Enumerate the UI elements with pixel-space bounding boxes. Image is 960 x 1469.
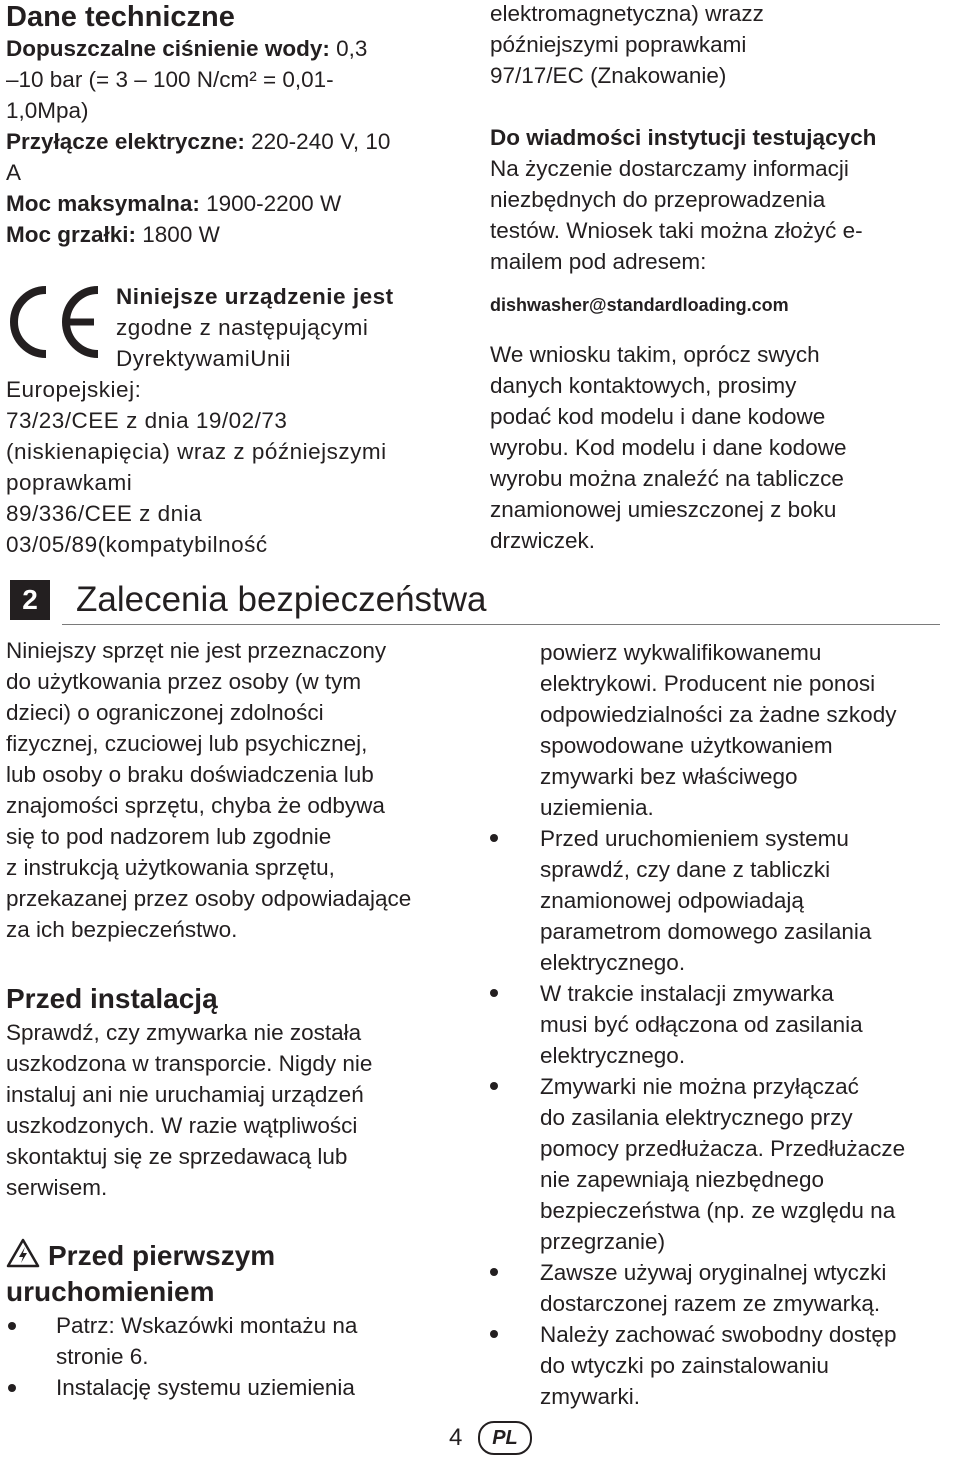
- electric-label: Przyłącze elektryczne:: [6, 129, 245, 154]
- pressure-value-2: –10 bar (= 3 – 100 N/cm² = 0,01-: [6, 67, 334, 92]
- bullet-line: przegrzanie): [540, 1229, 666, 1254]
- ce-intro-line: zgodne z następującymi: [116, 315, 369, 340]
- directive-line: (niskienapięcia) wraz z późniejszymi: [6, 439, 387, 464]
- bullet-line: Patrz: Wskazówki montażu na: [56, 1313, 358, 1338]
- request-line: znamionowej umieszczonej z boku: [490, 497, 837, 522]
- heater-value: 1800 W: [136, 222, 220, 247]
- bullet-line: W trakcie instalacji zmywarka: [540, 981, 834, 1006]
- safety-bullet-3: [540, 1071, 905, 1257]
- request-line: wyrobu można znaleźć na tabliczce: [490, 466, 844, 491]
- directive-line: elektromagnetyczna) wrazz: [490, 1, 764, 26]
- testing-line: Na życzenie dostarczamy informacji: [490, 156, 849, 181]
- bullet-icon: [490, 1330, 498, 1338]
- intro-paragraph: [6, 635, 411, 945]
- bullet-line: powierz wykwalifikowanemu: [540, 640, 822, 665]
- bullet-line: dostarczonej razem ze zmywarką.: [540, 1291, 881, 1316]
- page-number: 4: [449, 1424, 463, 1451]
- paragraph-line: dzieci) o ograniczonej zdolności: [6, 700, 324, 725]
- testing-info: [490, 122, 876, 277]
- bullet-line: elektrycznego.: [540, 1043, 686, 1068]
- ce-intro-line: Europejskiej:: [6, 377, 142, 402]
- paragraph-line: za ich bezpieczeństwo.: [6, 917, 238, 942]
- directive-line: poprawkami: [6, 470, 133, 495]
- paragraph-line: Sprawdź, czy zmywarka nie została: [6, 1020, 362, 1045]
- testing-title: Do wiadmości instytucji testujących: [490, 125, 877, 150]
- bullet-line: zmywarki.: [540, 1384, 640, 1409]
- section-rule: [62, 624, 940, 625]
- paragraph-line: się to pod nadzorem lub zgodnie: [6, 824, 332, 849]
- bullet-line: do zasilania elektrycznego przy: [540, 1105, 853, 1130]
- bullet-line: spowodowane użytkowaniem: [540, 733, 833, 758]
- directive-line: 03/05/89(kompatybilność: [6, 532, 268, 557]
- contact-email[interactable]: dishwasher@standardloading.com: [490, 295, 789, 315]
- before-install-text: [6, 1017, 372, 1203]
- safety-bullet-1: [540, 823, 871, 978]
- bullet-icon: [490, 1082, 498, 1090]
- first-run-bullet-2: [56, 1372, 355, 1403]
- directive-line: 97/17/EC (Znakowanie): [490, 63, 727, 88]
- pressure-value-3: 1,0Mpa): [6, 98, 89, 123]
- bullet-line: uziemienia.: [540, 795, 654, 820]
- language-badge: PL: [478, 1421, 532, 1455]
- bullet-line: zmywarki bez właściwego: [540, 764, 798, 789]
- paragraph-line: skontaktuj się ze sprzedawacą lub: [6, 1144, 348, 1169]
- first-run-title-1: Przed pierwszym: [48, 1240, 276, 1271]
- bullet-icon: [8, 1322, 16, 1330]
- bullet-icon: [490, 834, 498, 842]
- bullet-line: pomocy przedłużacza. Przedłużacze: [540, 1136, 906, 1161]
- ce-intro: [116, 281, 394, 374]
- pressure-label: Dopuszczalne ciśnienie wody:: [6, 36, 330, 61]
- tech-specs: [6, 33, 390, 250]
- request-line: podać kod modelu i dane kodowe: [490, 404, 826, 429]
- bullet-line: Instalację systemu uziemienia: [56, 1375, 355, 1400]
- warning-icon: [6, 1238, 40, 1268]
- bullet-line: znamionowej odpowiadają: [540, 888, 804, 913]
- bullet-line: nie zapewniają niezbędnego: [540, 1167, 824, 1192]
- testing-line: mailem pod adresem:: [490, 249, 707, 274]
- paragraph-line: przekazanej przez osoby odpowiadające: [6, 886, 412, 911]
- paragraph-line: Niniejszy sprzęt nie jest przeznaczony: [6, 638, 387, 663]
- paragraph-line: uszkodzonych. W razie wątpliwości: [6, 1113, 358, 1138]
- safety-bullet-4: [540, 1257, 886, 1319]
- electric-value: 220-240 V, 10: [244, 129, 391, 154]
- request-line: We wniosku takim, oprócz swych: [490, 342, 820, 367]
- request-info: [490, 339, 846, 556]
- bullet-line: Zmywarki nie można przyłączać: [540, 1074, 859, 1099]
- request-line: danych kontaktowych, prosimy: [490, 373, 797, 398]
- pressure-value: 0,3: [329, 36, 368, 61]
- request-line: drzwiczek.: [490, 528, 596, 553]
- bullet-line: musi być odłączona od zasilania: [540, 1012, 863, 1037]
- first-run-bullet-1: [56, 1310, 357, 1372]
- before-install-title: Przed instalacją: [6, 983, 218, 1014]
- paragraph-line: z instrukcją użytkowania sprzętu,: [6, 855, 335, 880]
- power-label: Moc maksymalna:: [6, 191, 200, 216]
- section-number: 2: [10, 580, 50, 620]
- bullet-icon: [490, 1268, 498, 1276]
- directive-line: 89/336/CEE z dnia: [6, 501, 203, 526]
- testing-line: niezbędnych do przeprowadzenia: [490, 187, 826, 212]
- ce-mark-icon: [6, 282, 106, 362]
- bullet-line: bezpieczeństwa (np. ze względu na: [540, 1198, 896, 1223]
- grounding-continuation: [540, 637, 896, 823]
- bullet-icon: [8, 1384, 16, 1392]
- paragraph-line: instaluj ani nie uruchamiaj urządzeń: [6, 1082, 364, 1107]
- testing-line: testów. Wniosek taki można złożyć e-: [490, 218, 863, 243]
- ce-intro-line: DyrektywamiUnii: [116, 346, 292, 371]
- bullet-icon: [490, 989, 498, 997]
- bullet-line: parametrom domowego zasilania: [540, 919, 872, 944]
- ce-directives: [6, 374, 387, 560]
- bullet-line: odpowiedzialności za żadne szkody: [540, 702, 897, 727]
- power-value: 1900-2200 W: [199, 191, 342, 216]
- directive-line: 73/23/CEE z dnia 19/02/73: [6, 408, 288, 433]
- bullet-line: Zawsze używaj oryginalnej wtyczki: [540, 1260, 887, 1285]
- directive-line: późniejszymi poprawkami: [490, 32, 747, 57]
- bullet-line: elektrykowi. Producent nie ponosi: [540, 671, 876, 696]
- bullet-line: stronie 6.: [56, 1344, 149, 1369]
- bullet-line: Przed uruchomieniem systemu: [540, 826, 849, 851]
- section-title: Zalecenia bezpieczeństwa: [76, 580, 487, 619]
- bullet-line: sprawdź, czy dane z tabliczki: [540, 857, 831, 882]
- bullet-line: Należy zachować swobodny dostęp: [540, 1322, 897, 1347]
- paragraph-line: uszkodzona w transporcie. Nigdy nie: [6, 1051, 373, 1076]
- paragraph-line: lub osoby o braku doświadczenia lub: [6, 762, 374, 787]
- tech-title: Dane techniczne: [6, 1, 235, 33]
- directive-continuation: [490, 0, 764, 91]
- first-run-title-2: uruchomieniem: [6, 1276, 215, 1307]
- ce-intro-line: Niniejsze urządzenie jest: [116, 284, 394, 309]
- paragraph-line: fizycznej, czuciowej lub psychicznej,: [6, 731, 368, 756]
- safety-bullet-5: [540, 1319, 896, 1412]
- bullet-line: elektrycznego.: [540, 950, 686, 975]
- request-line: wyrobu. Kod modelu i dane kodowe: [490, 435, 847, 460]
- paragraph-line: serwisem.: [6, 1175, 108, 1200]
- safety-bullet-2: [540, 978, 863, 1071]
- paragraph-line: do użytkowania przez osoby (w tym: [6, 669, 362, 694]
- bullet-line: do wtyczki po zainstalowaniu: [540, 1353, 829, 1378]
- paragraph-line: znajomości sprzętu, chyba że odbywa: [6, 793, 385, 818]
- heater-label: Moc grzałki:: [6, 222, 137, 247]
- electric-value-2: A: [6, 160, 22, 185]
